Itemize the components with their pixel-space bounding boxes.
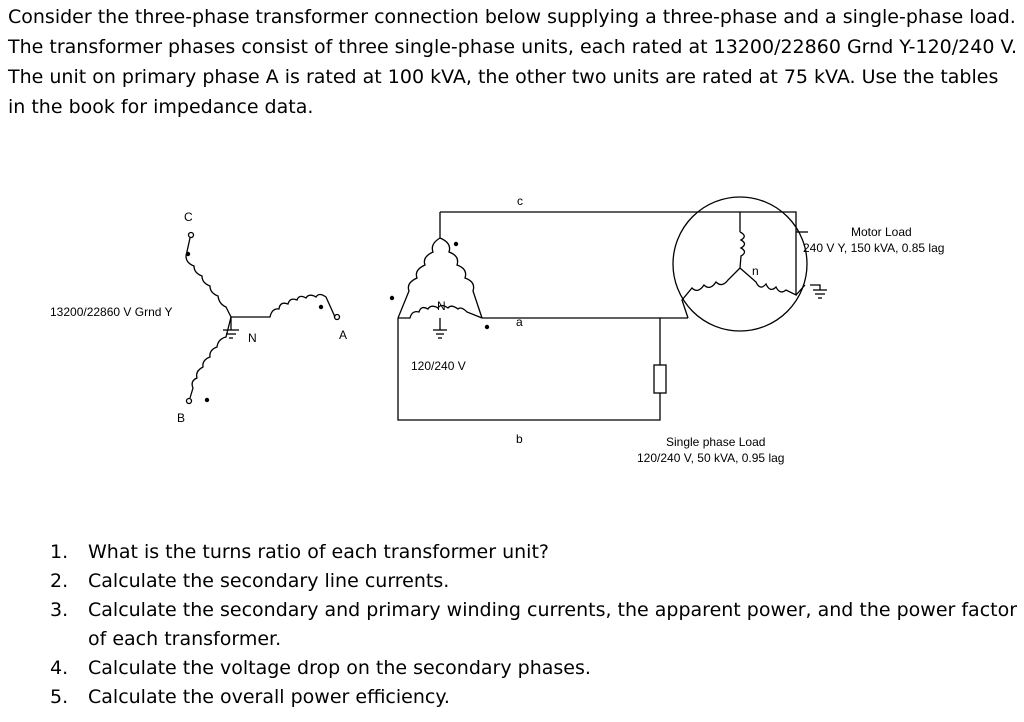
list-item: 2. Calculate the secondary line currents. [50, 570, 450, 592]
secondary-rating-label: 120/240 V [411, 359, 466, 373]
problem-statement: Consider the three-phase transformer connection below supplying a three-phase and a single-phase load. The transformer phases consist of three single-phase units, each rated at 13200/22860 Grnd Y-120/240 V. The unit on primary phase A is rated at 100 kVA, the other two units are rated at 75 kVA. Use the tables in the book for impedance data. [8, 6, 1018, 118]
secondary-label-b: b [516, 432, 523, 446]
motor-load-title: Motor Load [851, 225, 912, 239]
single-phase-load-title: Single phase Load [666, 435, 766, 449]
list-item: 3. Calculate the secondary and primary winding currents, the apparent power, and the power factor of each transformer. [50, 599, 1018, 650]
primary-label-c: C [184, 210, 193, 224]
single-phase-load-rating: 120/240 V, 50 kVA, 0.95 lag [637, 451, 785, 465]
question-list [50, 538, 1020, 712]
secondary-label-n: N [437, 299, 446, 313]
primary-wye-windings [186, 233, 340, 404]
motor-load-rating: 240 V Y, 150 kVA, 0.85 lag [803, 241, 945, 255]
primary-label-b: B [177, 411, 186, 425]
motor-neutral-label: n [752, 264, 759, 278]
single-phase-load-resistor [654, 365, 666, 393]
secondary-delta-windings [398, 212, 482, 338]
primary-rating-label: 13200/22860 V Grnd Y [50, 305, 173, 319]
circuit-diagram [0, 180, 1024, 470]
secondary-label-c: c [517, 194, 523, 208]
primary-label-a: A [339, 328, 348, 342]
list-item: 4. Calculate the voltage drop on the secondary phases. [50, 657, 591, 679]
secondary-label-a: a [516, 315, 523, 329]
list-item: 5. Calculate the overall power efficiency. [50, 686, 450, 708]
list-item: 1. What is the turns ratio of each transformer unit? [50, 541, 549, 563]
primary-label-n: N [248, 331, 257, 345]
